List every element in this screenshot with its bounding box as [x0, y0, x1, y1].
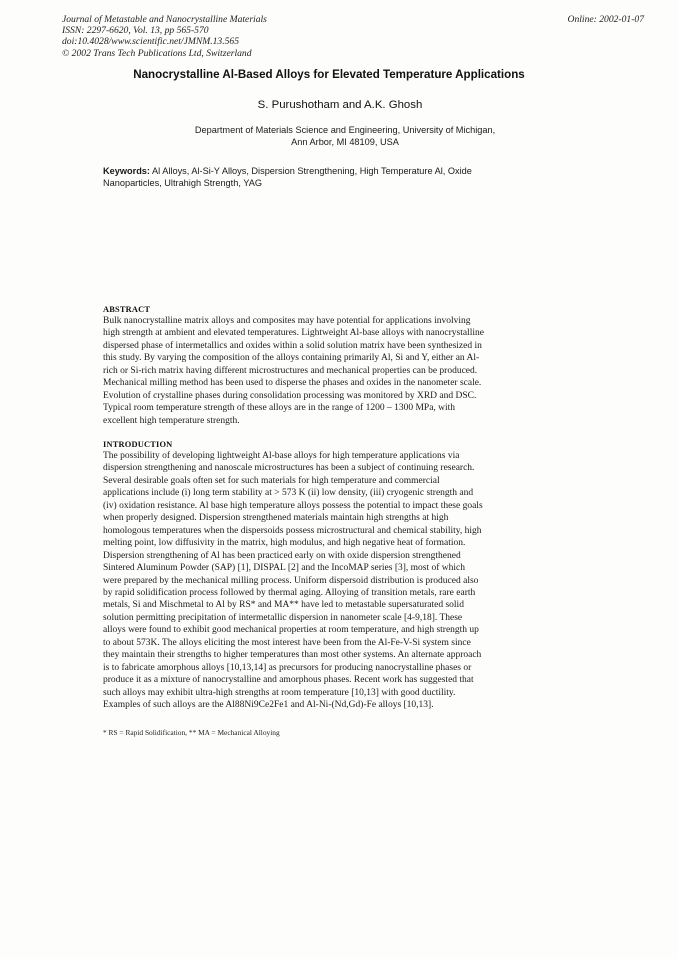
- keywords-label: Keywords:: [103, 166, 150, 176]
- text-line: metals, Si and Mischmetal to Al by RS* and MA** have led to metastable supersaturated solid: [103, 600, 464, 611]
- issn-line: ISSN: 2297-6620, Vol. 13, pp 565-570: [62, 25, 209, 37]
- text-line: by rapid solidification process followed by thermal aging. Alloying of transition metals, rare earth: [103, 587, 476, 598]
- keywords-line: [103, 165, 523, 177]
- text-line: alloys were found to exhibit good mechanical properties at room temperature, and high strength up: [103, 625, 479, 636]
- text-line: this study. By varying the composition of the alloys containing primarily Al, Si and Y, either an Al-: [103, 353, 480, 364]
- affiliation: [110, 124, 580, 148]
- text-line: high strength at ambient and elevated temperatures. Lightweight Al-base alloys with nanocrystalline: [103, 328, 484, 339]
- keywords: [103, 165, 523, 189]
- text-line: when properly designed. Dispersion strengthened materials maintain high strengths at high: [103, 513, 449, 524]
- footnote: * RS = Rapid Solidification, ** MA = Mechanical Alloying: [103, 728, 280, 737]
- text-line: (iv) oxidation resistance. Al base high temperature alloys possess the potential to impact these goals: [103, 500, 483, 511]
- journal-header: [62, 14, 267, 59]
- text-line: produce it as a mixture of nanocrystalline and amorphous phases. Recent work has suggested that: [103, 675, 474, 686]
- text-line: Typical room temperature strength of these alloys are in the range of 1200 – 1300 MPa, with: [103, 403, 456, 414]
- text-line: solution permitting precipitation of intermetallic dispersion in nanometer scale [4-9,18]. These: [103, 612, 463, 623]
- text-line: Mechanical milling method has been used to disperse the phases and oxides in the nanometer scale.: [103, 378, 482, 389]
- keywords-text: Al Alloys, Al-Si-Y Alloys, Dispersion Strengthening, High Temperature Al, Oxide: [149, 166, 472, 176]
- text-line: Dispersion strengthening of Al has been practiced early on with oxide dispersion strengthened: [103, 550, 461, 561]
- affiliation-line: Ann Arbor, MI 48109, USA: [291, 137, 399, 147]
- keywords-line: Nanoparticles, Ultrahigh Strength, YAG: [103, 178, 262, 188]
- text-line: homologous temperatures when the dispersoids possess microstructural and chemical stability, high: [103, 525, 482, 536]
- text-line: Sintered Aluminum Powder (SAP) [1], DISPAL [2] and the IncoMAP series [3], most of which: [103, 563, 466, 574]
- copyright-line: © 2002 Trans Tech Publications Ltd, Switzerland: [62, 47, 252, 59]
- journal-name: Journal of Metastable and Nanocrystalline Materials: [62, 14, 267, 25]
- abstract-heading: ABSTRACT: [103, 305, 151, 314]
- text-line: melting point, low diffusivity in the matrix, high modulus, and high negative heat of formation.: [103, 538, 466, 549]
- text-line: Examples of such alloys are the Al88Ni9Ce2Fe1 and Al-Ni-(Nd,Gd)-Fe alloys [10,13].: [103, 700, 434, 711]
- introduction-heading: INTRODUCTION: [103, 440, 173, 449]
- text-line: Evolution of crystalline phases during consolidation processing was monitored by XRD and DSC.: [103, 390, 477, 401]
- doi-line: doi:10.4028/www.scientific.net/JMNM.13.565: [62, 36, 240, 48]
- text-line: Bulk nanocrystalline matrix alloys and composites may have potential for applications involving: [103, 316, 471, 326]
- text-line: rich or Si-rich matrix having different microstructures and mechanical properties can be produced.: [103, 365, 478, 376]
- introduction-body: [103, 450, 549, 712]
- text-line: they maintain their strengths to higher temperatures than most other systems. An alternate approach: [103, 650, 482, 661]
- affiliation-line: Department of Materials Science and Engineering, University of Michigan,: [194, 125, 496, 135]
- text-line: applications include (i) long term stability at > 573 K (ii) low density, (iii) cryogenic strength and: [103, 488, 474, 499]
- text-line: Several desirable goals often set for such materials for high temperature and commercial: [103, 475, 440, 486]
- text-line: dispersed phase of intermetallics and oxides within a solid solution matrix have been synthesized in: [103, 340, 482, 351]
- abstract-body: [103, 315, 549, 427]
- text-line: to about 573K. The alloys eliciting the most interest have been from the Al-Fe-V-Si system since: [103, 637, 471, 648]
- paper-title: Nanocrystalline Al-Based Alloys for Elevated Temperature Applications: [133, 68, 525, 81]
- text-line: excellent high temperature strength.: [103, 415, 240, 426]
- text-line: dispersion strengthening and nanoscale microstructures has been a subject of continuing research.: [103, 463, 475, 474]
- online-date: Online: 2002-01-07: [567, 14, 644, 25]
- paper-authors: S. Purushotham and A.K. Ghosh: [257, 99, 423, 111]
- text-line: such alloys may exhibit ultra-high strengths at room temperature [10,13] with good ductility.: [103, 687, 456, 698]
- text-line: is to fabricate amorphous alloys [10,13,14] as precursors for producing nanocrystalline phases or: [103, 662, 472, 673]
- text-line: The possibility of developing lightweight Al-base alloys for high temperature applications via: [103, 451, 460, 461]
- text-line: were prepared by the mechanical milling process. Uniform dispersoid distribution is produced also: [103, 575, 479, 586]
